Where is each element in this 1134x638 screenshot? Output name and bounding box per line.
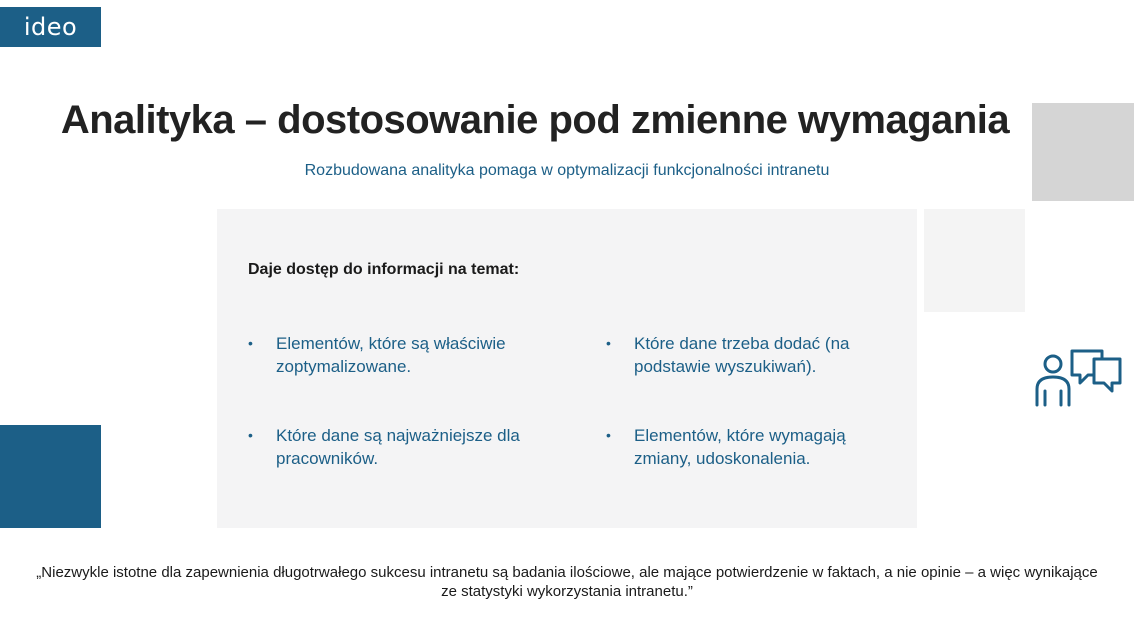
bullet-icon: • (606, 335, 611, 351)
bullet-icon: • (248, 335, 253, 351)
list-item (606, 332, 904, 378)
list-item (606, 424, 904, 470)
person-speech-bubbles-icon (1034, 345, 1124, 407)
list-item (248, 332, 546, 378)
ideo-logo (0, 7, 101, 47)
bullet-icon: • (248, 427, 253, 443)
bullet-icon: • (606, 427, 611, 443)
slide-title: Analityka – dostosowanie pod zmienne wymagania (60, 98, 1010, 142)
info-panel (217, 209, 917, 528)
list-item (248, 424, 546, 470)
decorative-gray-square (1032, 103, 1134, 201)
list-item-label: Które dane trzeba dodać (na podstawie wyszukiwań). (634, 334, 850, 376)
list-item-label: Elementów, które są właściwie zoptymalizowane. (276, 334, 506, 376)
logo-text: ideo (23, 13, 78, 41)
list-item-label: Elementów, które wymagają zmiany, udoskonalenia. (634, 426, 846, 468)
closing-quote: „Niezwykle istotne dla zapewnienia długotrwałego sukcesu intranetu są badania ilościowe, ale mające potwierdzenie w faktach, a nie opinie – a więc wynikające ze statystyki wykorzystania intranetu.” (36, 564, 1098, 600)
decorative-blue-square (0, 425, 101, 528)
decorative-light-square (924, 209, 1025, 312)
list-item-label: Które dane są najważniejsze dla pracowników. (276, 426, 520, 468)
slide-subtitle: Rozbudowana analityka pomaga w optymalizacji funkcjonalności intranetu (304, 162, 830, 179)
panel-heading: Daje dostęp do informacji na temat: (248, 261, 520, 278)
